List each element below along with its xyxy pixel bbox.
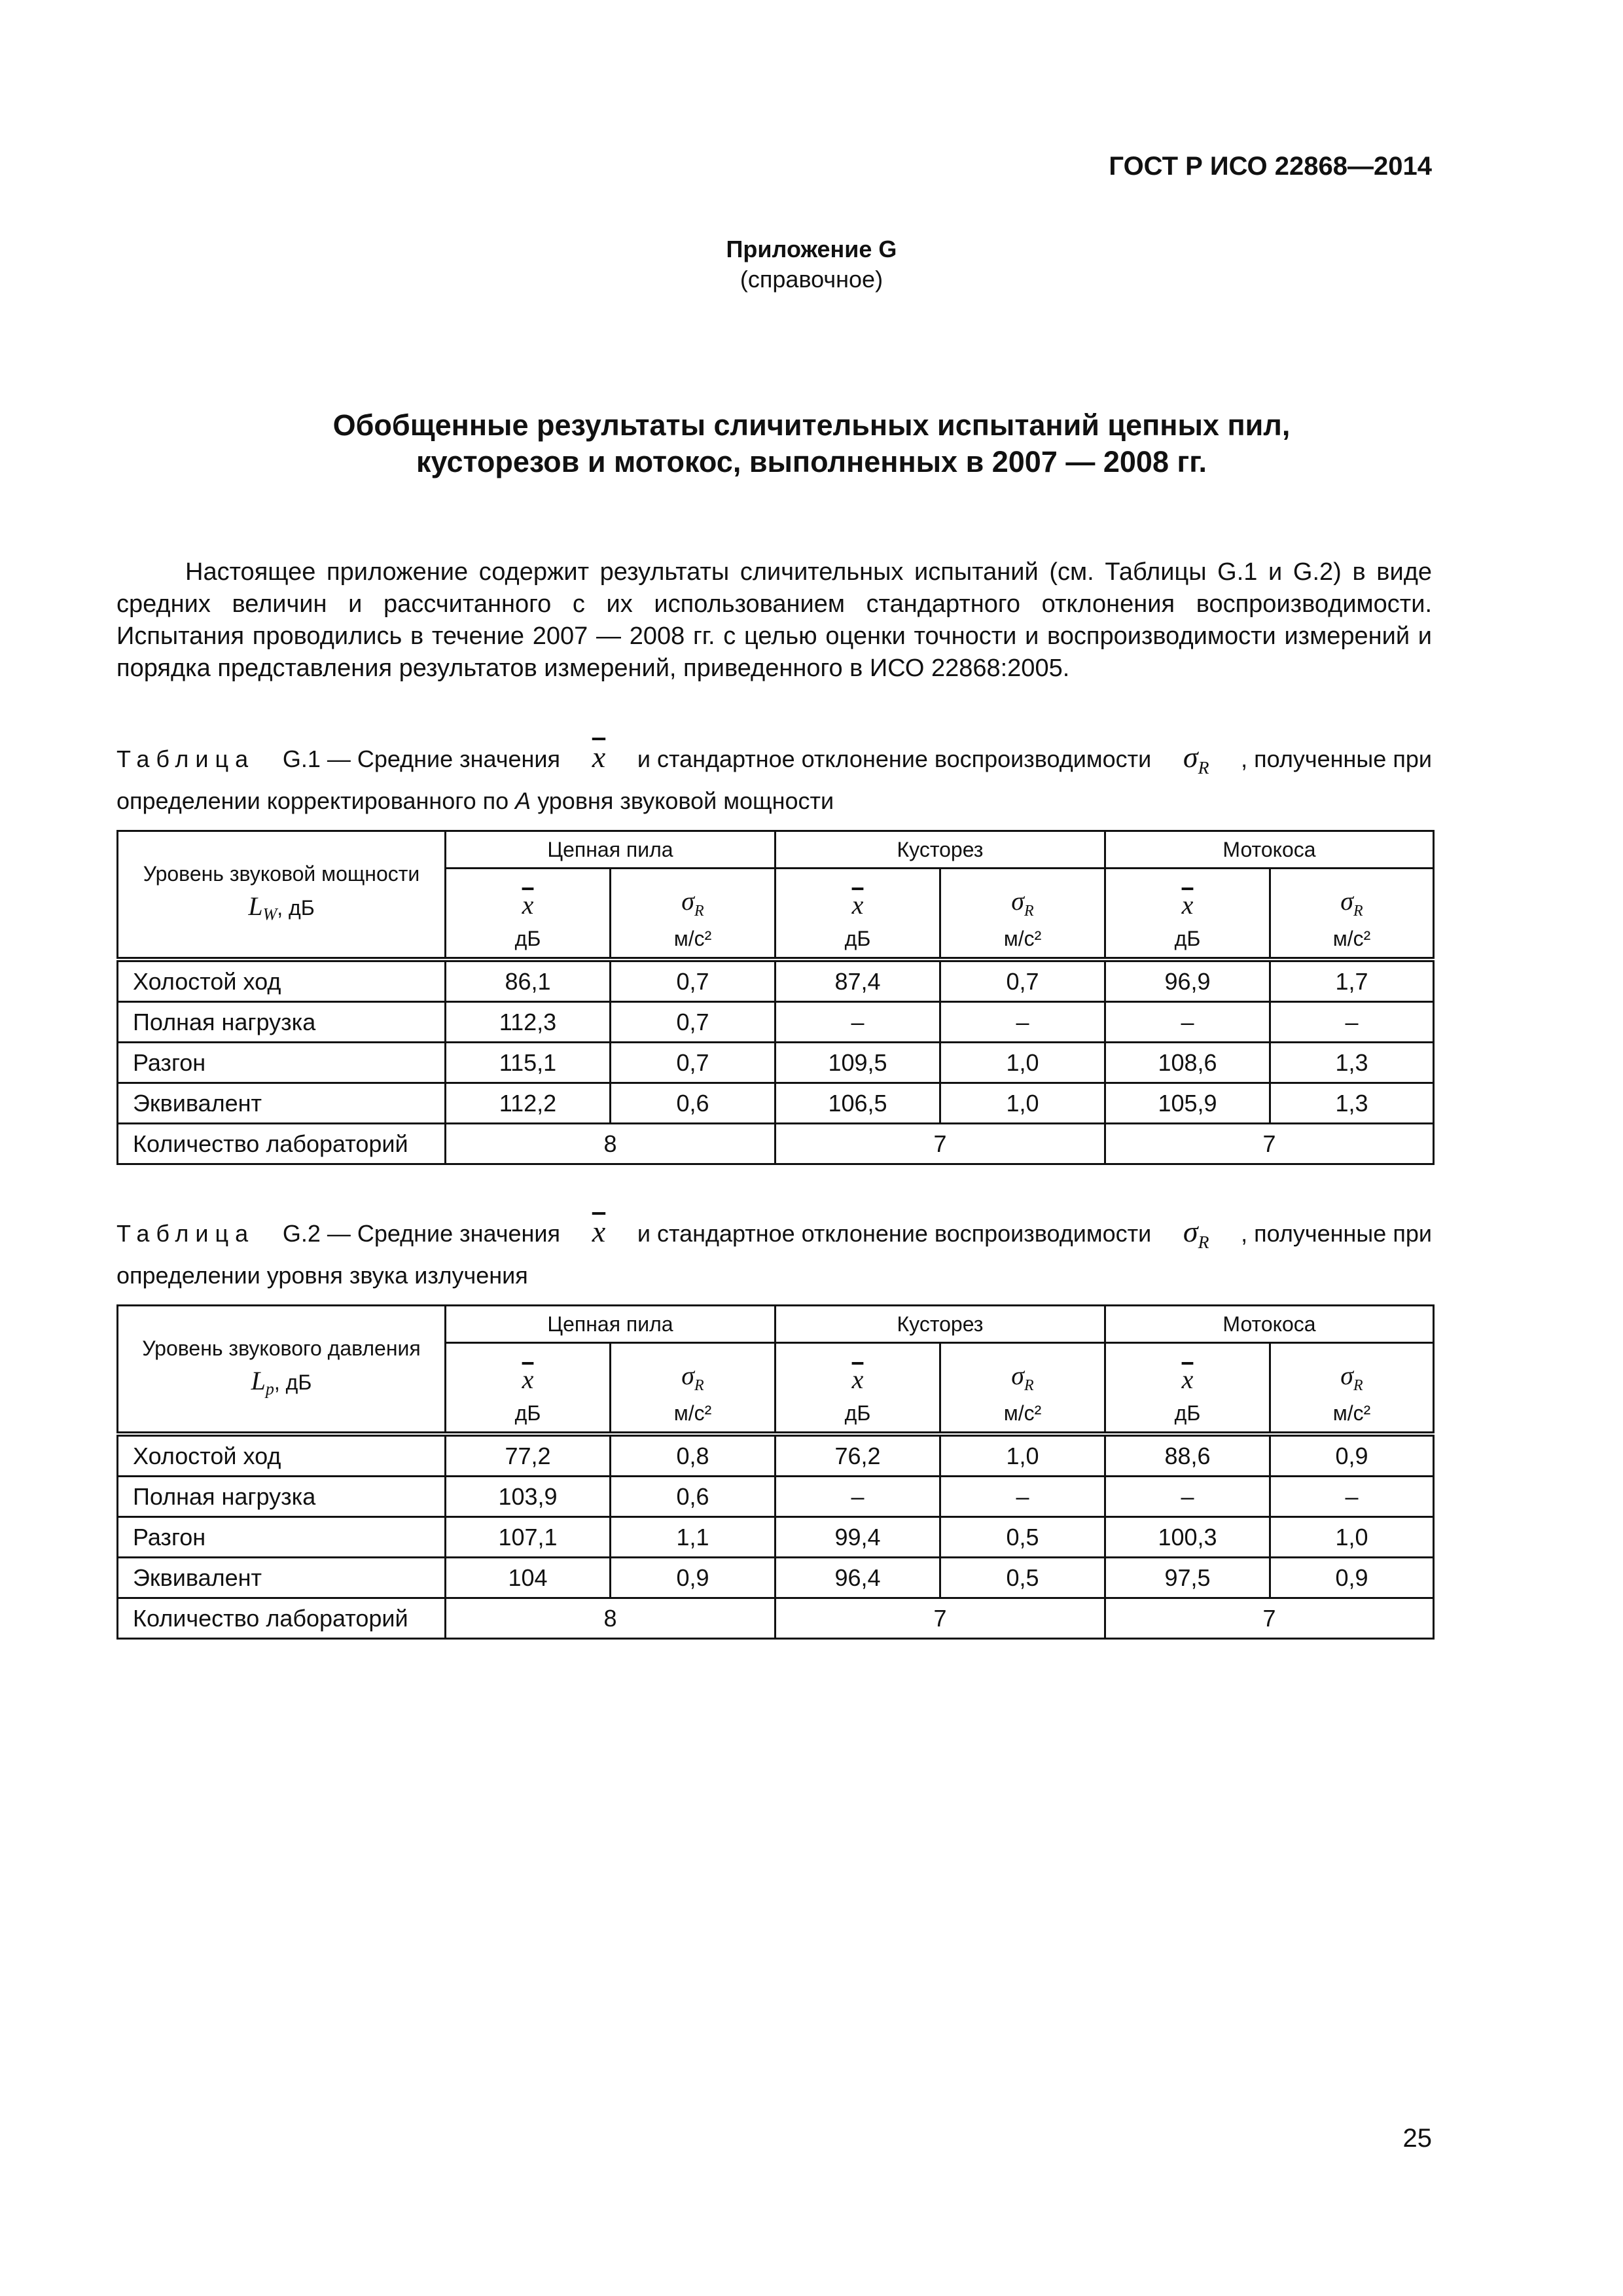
- table-g2: [116, 1304, 1435, 1640]
- table-cell: –: [1270, 1477, 1434, 1517]
- table-cell: 0,6: [611, 1083, 776, 1124]
- page-title-line-1: Обобщенные результаты сличительных испытаний цепных пил,: [332, 408, 1291, 442]
- table-row-labs: [118, 1124, 1434, 1164]
- row-label: Эквивалент: [118, 1083, 446, 1124]
- labs-count: 7: [776, 1598, 1105, 1639]
- labs-count: 7: [776, 1124, 1105, 1164]
- table1-corner-header: Уровень звуковой мощности $L_W$, дБ: [118, 831, 446, 960]
- table1-unit: дБ: [1105, 920, 1270, 960]
- table2-unit: дБ: [446, 1395, 611, 1434]
- table-cell: 108,6: [1105, 1043, 1270, 1083]
- row-label: Разгон: [118, 1517, 446, 1558]
- table-row: [118, 1043, 1434, 1083]
- row-label: Количество лабораторий: [118, 1124, 446, 1164]
- table2-caption-mid: G.2 — Средние значения: [282, 1220, 561, 1247]
- table-row: [118, 960, 1434, 1002]
- table-cell: 0,7: [611, 1043, 776, 1083]
- labs-count: 7: [1105, 1598, 1434, 1639]
- table2-group-chainsaw: Цепная пила: [446, 1306, 776, 1343]
- table-cell: 0,5: [940, 1558, 1105, 1598]
- table2-caption-line-2: определении уровня звука излучения: [116, 1262, 528, 1289]
- table1-symbol-sigma: $\sigma_R$: [1270, 869, 1434, 921]
- appendix-title: Приложение G: [726, 236, 897, 262]
- table-cell: 1,3: [1270, 1083, 1434, 1124]
- table2-caption-mid2: и стандартное отклонение воспроизводимости: [637, 1220, 1152, 1247]
- table-cell: –: [1105, 1477, 1270, 1517]
- table-cell: 87,4: [776, 960, 940, 1002]
- table1-group-chainsaw: Цепная пила: [446, 831, 776, 869]
- table1-symbol-mean: $\overline{x}$: [776, 869, 940, 921]
- row-label: Количество лабораторий: [118, 1598, 446, 1639]
- table-cell: 1,3: [1270, 1043, 1434, 1083]
- table2-symbol-mean: $\overline{x}$: [446, 1343, 611, 1395]
- table-cell: 1,1: [611, 1517, 776, 1558]
- table2-group-brushcutter: Кусторез: [776, 1306, 1105, 1343]
- table1-symbol-mean: $\overline{x}$: [446, 869, 611, 921]
- table-cell: 1,0: [1270, 1517, 1434, 1558]
- table1-symbol-mean: $\overline{x}$: [1105, 869, 1270, 921]
- table-cell: 100,3: [1105, 1517, 1270, 1558]
- sigma-symbol: $\sigma_R$: [1183, 740, 1209, 778]
- mean-symbol: $\overline{x}$: [592, 1215, 606, 1248]
- table-cell: 105,9: [1105, 1083, 1270, 1124]
- table-row: [118, 1434, 1434, 1477]
- row-label: Холостой ход: [118, 960, 446, 1002]
- table1-caption-mid2: и стандартное отклонение воспроизводимости: [637, 745, 1152, 772]
- table-cell: 107,1: [446, 1517, 611, 1558]
- table1-caption-mid: G.1 — Средние значения: [282, 745, 561, 772]
- table2-symbol-mean: $\overline{x}$: [1105, 1343, 1270, 1395]
- document-code: ГОСТ Р ИСО 22868—2014: [1109, 152, 1432, 181]
- table2-unit: дБ: [776, 1395, 940, 1434]
- table2-symbol-mean: $\overline{x}$: [776, 1343, 940, 1395]
- table-cell: 96,4: [776, 1558, 940, 1598]
- table-cell: 86,1: [446, 960, 611, 1002]
- table1-group-grasstrimmer: Мотокоса: [1105, 831, 1434, 869]
- table-cell: 0,5: [940, 1517, 1105, 1558]
- table-cell: 112,3: [446, 1002, 611, 1043]
- table1-symbol-sigma: $\sigma_R$: [940, 869, 1105, 921]
- table-cell: 0,8: [611, 1434, 776, 1477]
- intro-paragraph: Настоящее приложение содержит результаты сличительных испытаний (см. Таблицы G.1 и G.2) в виде средних величин и рассчитанного с их использованием стандартного отклонения воспроизводимости. Испытания проводились в течение 2007 — 2008 гг. с целью оценки точности и воспроизводимости измерений и порядка представления результатов измерений, приведенного в ИСО 22868:2005.: [116, 558, 1432, 682]
- table1-caption: [116, 738, 1432, 816]
- table-cell: 97,5: [1105, 1558, 1270, 1598]
- table-cell: 112,2: [446, 1083, 611, 1124]
- table1-group-brushcutter: Кусторез: [776, 831, 1105, 869]
- table-row: [118, 1558, 1434, 1598]
- table2-caption-label: Таблица: [116, 1220, 255, 1247]
- table-row-labs: [118, 1598, 1434, 1639]
- row-label: Разгон: [118, 1043, 446, 1083]
- row-label: Полная нагрузка: [118, 1002, 446, 1043]
- table-cell: –: [940, 1477, 1105, 1517]
- table-cell: 103,9: [446, 1477, 611, 1517]
- row-label: Холостой ход: [118, 1434, 446, 1477]
- table2-caption: [116, 1213, 1432, 1290]
- table-cell: 106,5: [776, 1083, 940, 1124]
- table1-unit: м/с²: [940, 920, 1105, 960]
- table-cell: 115,1: [446, 1043, 611, 1083]
- table-row: [118, 1083, 1434, 1124]
- table-row: [118, 1517, 1434, 1558]
- page-title: [0, 407, 1623, 480]
- table2-symbol-sigma: $\sigma_R$: [940, 1343, 1105, 1395]
- table1-unit: дБ: [446, 920, 611, 960]
- table-cell: 0,9: [1270, 1558, 1434, 1598]
- table1-caption-line-2: определении корректированного по A уровня звуковой мощности: [116, 787, 834, 815]
- table-cell: 0,6: [611, 1477, 776, 1517]
- table-cell: 0,7: [611, 1002, 776, 1043]
- labs-count: 7: [1105, 1124, 1434, 1164]
- table-cell: 1,7: [1270, 960, 1434, 1002]
- table1-unit: дБ: [776, 920, 940, 960]
- table-cell: 1,0: [940, 1043, 1105, 1083]
- table-g1: [116, 830, 1435, 1165]
- table2-unit: дБ: [1105, 1395, 1270, 1434]
- table2-symbol-sigma: $\sigma_R$: [611, 1343, 776, 1395]
- table1-symbol-sigma: $\sigma_R$: [611, 869, 776, 921]
- row-label: Полная нагрузка: [118, 1477, 446, 1517]
- table2-unit: м/с²: [1270, 1395, 1434, 1434]
- table-cell: 77,2: [446, 1434, 611, 1477]
- table-row: [118, 1002, 1434, 1043]
- page-number: 25: [1402, 2124, 1432, 2153]
- appendix-heading: [0, 234, 1623, 295]
- table2-unit: м/с²: [940, 1395, 1105, 1434]
- table2-unit: м/с²: [611, 1395, 776, 1434]
- table-cell: 96,9: [1105, 960, 1270, 1002]
- table1-caption-tail: , полученные при: [1241, 745, 1432, 772]
- table-cell: 76,2: [776, 1434, 940, 1477]
- table-cell: 1,0: [940, 1434, 1105, 1477]
- table1-caption-label: Таблица: [116, 745, 255, 772]
- table-cell: –: [776, 1002, 940, 1043]
- table-cell: 1,0: [940, 1083, 1105, 1124]
- table-cell: 0,7: [611, 960, 776, 1002]
- mean-symbol: $\overline{x}$: [592, 740, 606, 774]
- table2-symbol-sigma: $\sigma_R$: [1270, 1343, 1434, 1395]
- labs-count: 8: [446, 1124, 776, 1164]
- table-cell: –: [1105, 1002, 1270, 1043]
- table2-group-grasstrimmer: Мотокоса: [1105, 1306, 1434, 1343]
- table2-caption-tail: , полученные при: [1241, 1220, 1432, 1247]
- row-label: Эквивалент: [118, 1558, 446, 1598]
- table-cell: 88,6: [1105, 1434, 1270, 1477]
- table-cell: –: [1270, 1002, 1434, 1043]
- table-cell: 0,9: [611, 1558, 776, 1598]
- sigma-symbol: $\sigma_R$: [1183, 1215, 1209, 1253]
- page-title-line-2: кусторезов и мотокос, выполненных в 2007 — 2008 гг.: [416, 445, 1207, 478]
- table2-corner-header: Уровень звукового давления $L_p$, дБ: [118, 1306, 446, 1435]
- table-cell: –: [940, 1002, 1105, 1043]
- table-row: [118, 1477, 1434, 1517]
- table-cell: –: [776, 1477, 940, 1517]
- table-cell: 0,7: [940, 960, 1105, 1002]
- table1-unit: м/с²: [1270, 920, 1434, 960]
- labs-count: 8: [446, 1598, 776, 1639]
- table-cell: 99,4: [776, 1517, 940, 1558]
- table1-unit: м/с²: [611, 920, 776, 960]
- appendix-kind: (справочное): [740, 266, 883, 293]
- table-cell: 109,5: [776, 1043, 940, 1083]
- table-cell: 104: [446, 1558, 611, 1598]
- table-cell: 0,9: [1270, 1434, 1434, 1477]
